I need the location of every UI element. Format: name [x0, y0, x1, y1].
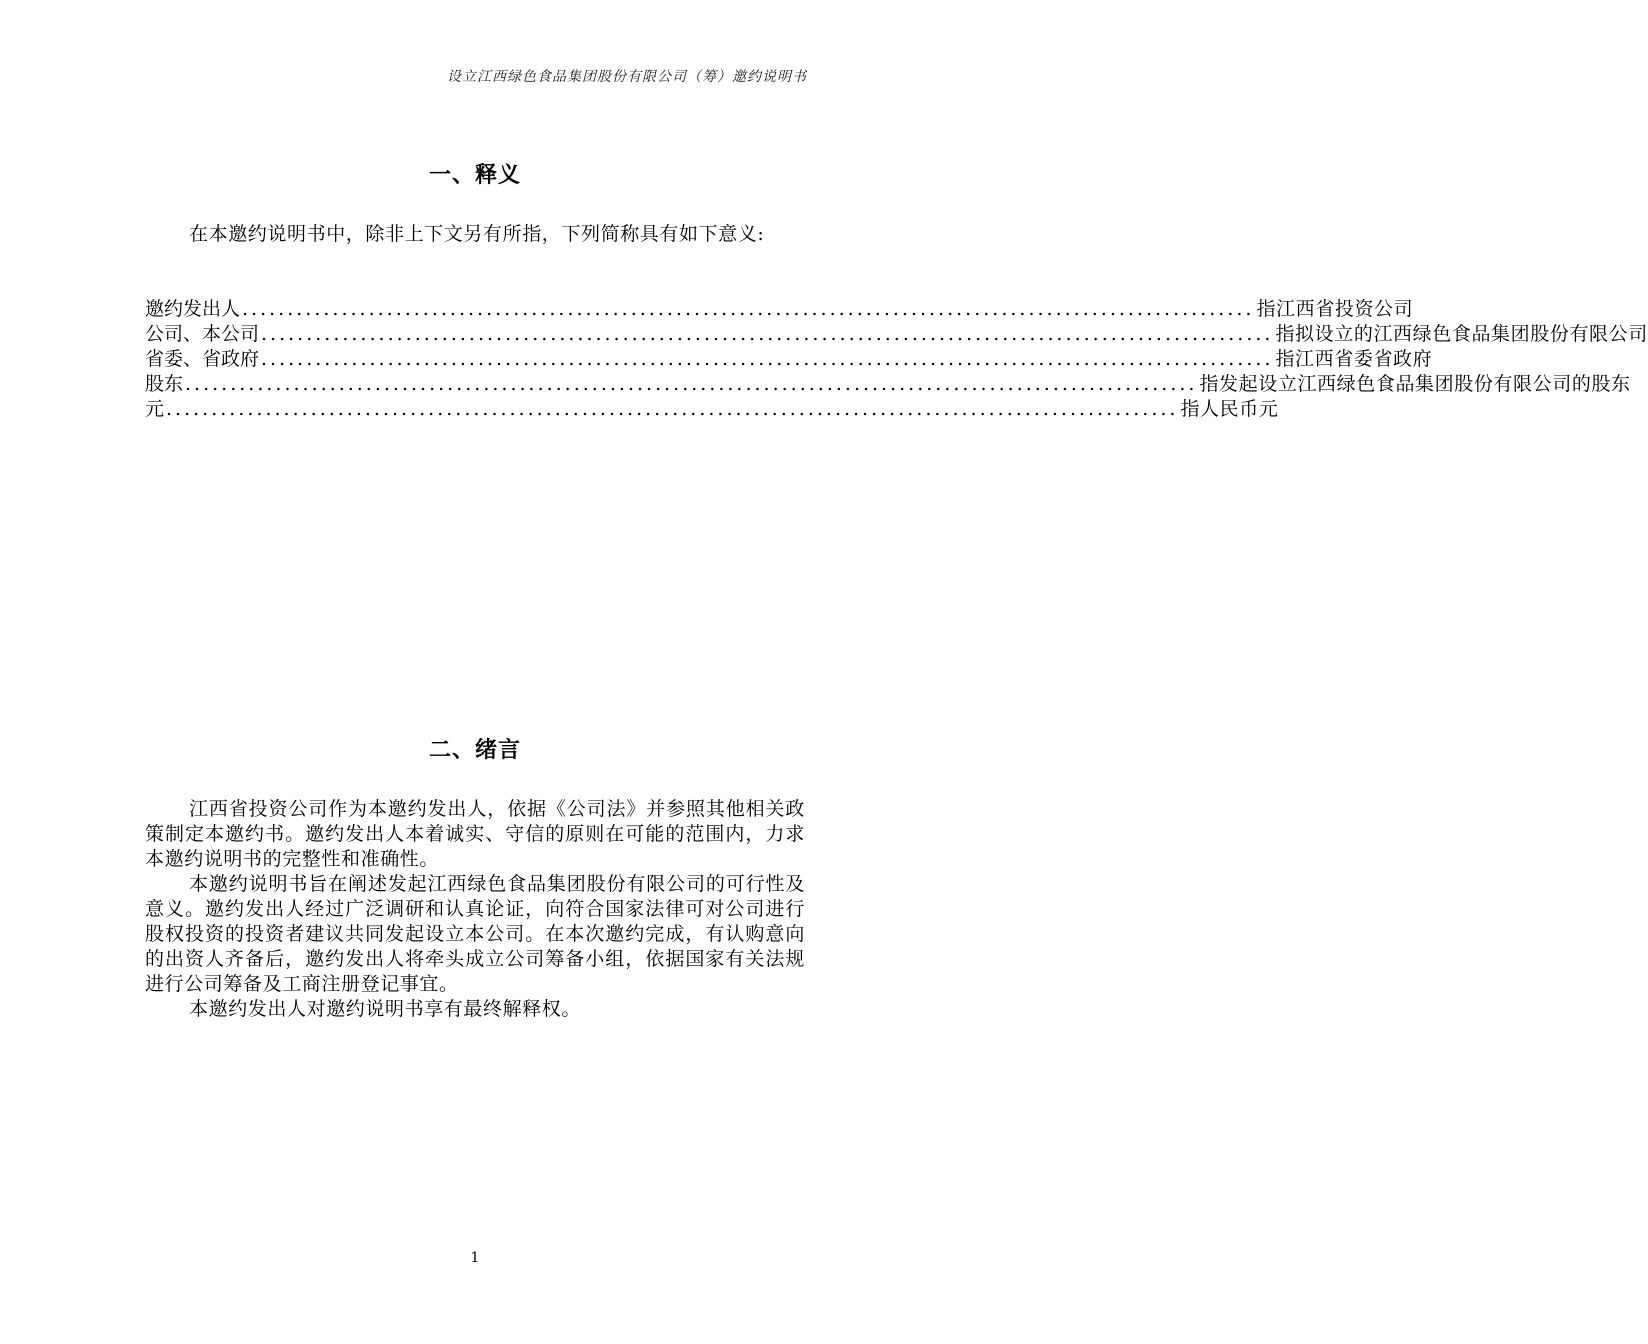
dot-leader: ................................................................................................................ — [261, 323, 1274, 345]
section-title-definitions: 一、释义 — [428, 163, 521, 188]
definition-row — [145, 372, 1631, 397]
preface-paragraph: 江西省投资公司作为本邀约发出人，依据《公司法》并参照其他相关政策制定本邀约书。邀约发出人本着诚实、守信的原则在可能的范围内，力求本邀约说明书的完整性和准确性。 — [145, 798, 805, 870]
section-title-preface: 二、绪言 — [428, 738, 521, 763]
definition-meaning: 指拟设立的江西绿色食品集团股份有限公司 — [1275, 323, 1648, 345]
definition-meaning: 指江西省委省政府 — [1275, 348, 1433, 370]
definition-term: 省委、省政府 — [145, 348, 260, 370]
definition-row — [145, 297, 1414, 322]
definition-meaning: 指人民币元 — [1180, 398, 1279, 420]
definition-term: 股东 — [145, 373, 184, 395]
preface-paragraph: 本邀约说明书旨在阐述发起江西绿色食品集团股份有限公司的可行性及意义。邀约发出人经过广泛调研和认真论证，向符合国家法律可对公司进行股权投资的投资者建议共同发起设立本公司。在本次邀约完成，有认购意向的出资人齐备后，邀约发出人将牵头成立公司筹备小组，依据国家有关法规进行公司筹备及工商注册登记事宜。 — [145, 873, 805, 995]
definition-row — [145, 322, 1648, 347]
dot-leader: ................................................................................................................ — [261, 348, 1274, 370]
definition-row — [145, 347, 1433, 372]
page-number: 1 — [470, 1250, 480, 1266]
definition-term: 公司、本公司 — [145, 323, 260, 345]
definition-row — [145, 397, 1279, 422]
dot-leader: ................................................................................................................ — [185, 373, 1198, 395]
definitions-list — [145, 297, 1648, 422]
definition-term: 邀约发出人 — [145, 298, 241, 320]
preface-paragraph: 本邀约发出人对邀约说明书享有最终解释权。 — [189, 998, 582, 1020]
definitions-intro: 在本邀约说明书中，除非上下文另有所指，下列简称具有如下意义: — [189, 223, 765, 245]
preface-body — [145, 797, 805, 1022]
running-header: 设立江西绿色食品集团股份有限公司（筹）邀约说明书 — [447, 69, 807, 85]
definitions-intro-block — [145, 222, 805, 247]
dot-leader: ................................................................................................................ — [242, 298, 1255, 320]
definition-term: 元 — [145, 398, 165, 420]
definition-meaning: 指发起设立江西绿色食品集团股份有限公司的股东 — [1199, 373, 1631, 395]
dot-leader: ................................................................................................................ — [166, 398, 1179, 420]
definition-meaning: 指江西省投资公司 — [1256, 298, 1414, 320]
